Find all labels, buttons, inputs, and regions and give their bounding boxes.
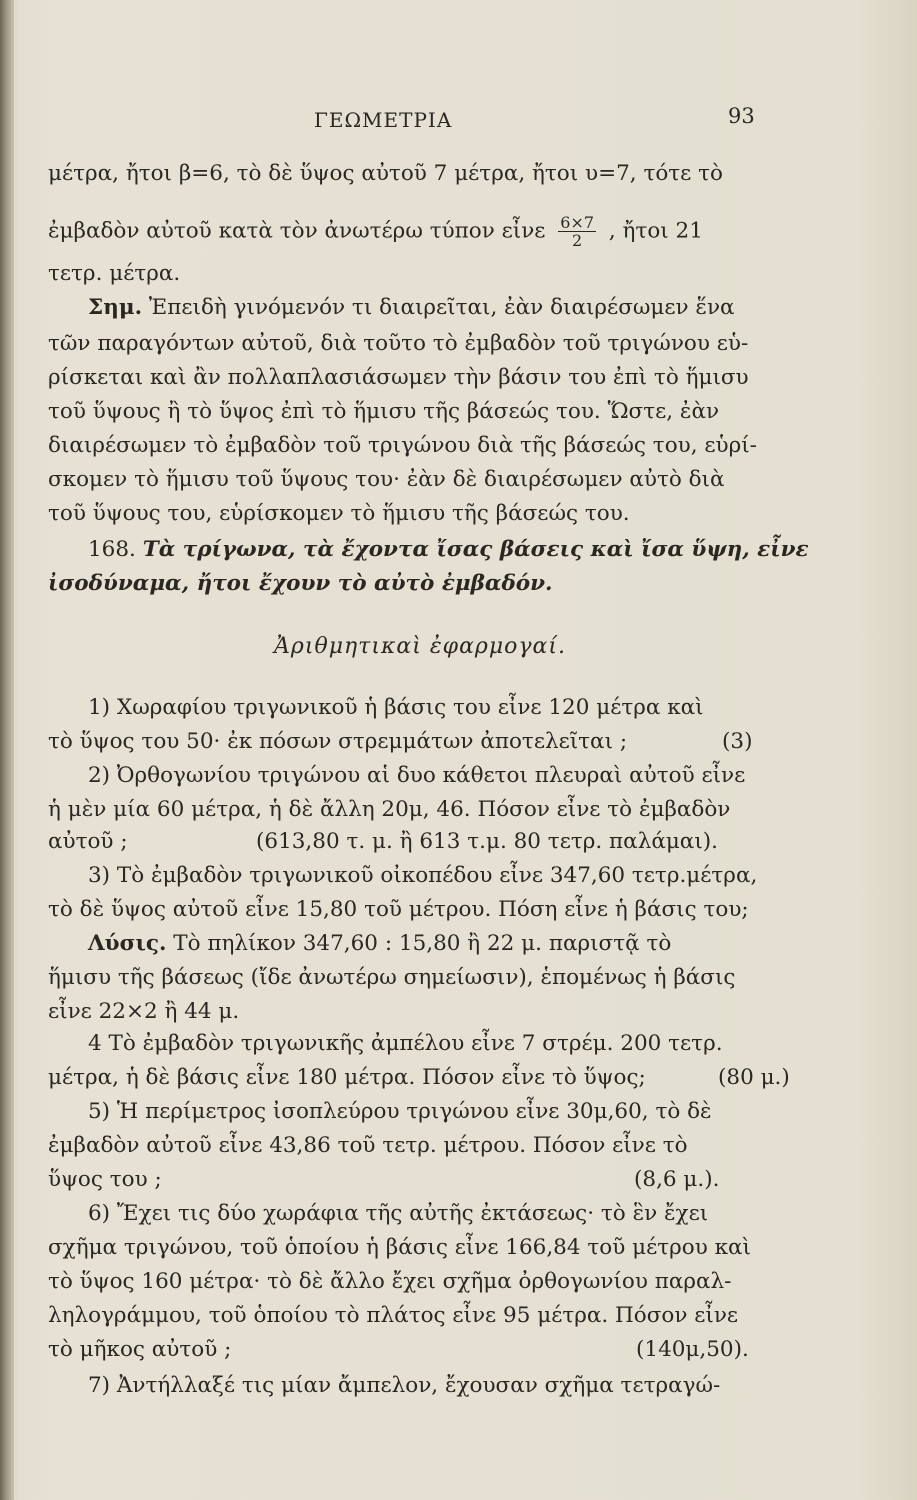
note-paragraph-start [88,294,735,322]
text-line: τετρ. μέτρα. [48,261,181,286]
exercise-answer: (3) [722,729,753,754]
page-binding-shadow [0,0,14,1500]
exercise-answer: (613,80 τ. μ. ἢ 613 τ.μ. 80 τετρ. παλάμαι). [256,829,718,854]
exercise-7: 7) Ἀντήλλαξέ τις μίαν ἄμπελον, ἔχουσαν σχῆμα τετραγώ- [88,1373,721,1398]
text-line: σκομεν τὸ ἥμισυ τοῦ ὕψους του· ἐὰν δὲ διαιρέσωμεν αὐτὸ διὰ [48,467,725,492]
fraction-denominator: 2 [572,231,583,250]
exercise-6: 6) Ἔχει τις δύο χωράφια τῆς αὐτῆς ἐκτάσεως· τὸ ἓν ἔχει [88,1201,709,1226]
area-fraction [558,214,596,249]
text-line: ἥμισυ τῆς βάσεως (ἴδε ἀνωτέρω σημείωσιν), ἑπομένως ἡ βάσις [48,965,736,990]
exercise-3: 3) Τὸ ἐμβαδὸν τριγωνικοῦ οἰκοπέδου εἶνε 347,60 τετρ.μέτρα, [88,863,758,888]
exercise-answer: (140μ,50). [636,1337,749,1362]
theorem-text: Τὰ τρίγωνα, τὰ ἔχοντα ἴσας βάσεις καὶ ἴσα ὕψη, εἶνε [142,537,809,562]
text-line: ἐμβαδὸν αὐτοῦ εἶνε 43,86 τοῦ τετρ. μέτρου. Πόσον εἶνε τὸ [48,1133,688,1158]
exercise-4: 4 Τὸ ἐμβαδὸν τριγωνικῆς ἀμπέλου εἶνε 7 στρέμ. 200 τετρ. [88,1031,723,1056]
exercise-5: 5) Ἡ περίμετρος ἰσοπλεύρου τριγώνου εἶνε 30μ,60, τὸ δὲ [88,1099,712,1124]
text-line: Ἐπειδὴ γινόμενόν τι διαιρεῖται, ἐὰν διαιρέσωμεν ἕνα [148,295,735,320]
text-line: μέτρα, ἤτοι β=6, τὸ δὲ ὕψος αὐτοῦ 7 μέτρα, ἤτοι υ=7, τότε τὸ [48,161,723,186]
text-line: ἡ μὲν μία 60 μέτρα, ἡ δὲ ἄλλη 20μ, 46. Πόσον εἶνε τὸ ἐμβαδὸν [48,797,731,822]
exercise-answer: (80 μ.) [718,1065,790,1090]
note-label: Σημ. [88,295,143,320]
text-line: Τὸ πηλίκον 347,60 : 15,80 ἢ 22 μ. παριστᾷ τὸ [173,931,672,956]
section-heading: Ἀριθμητικαὶ ἐφαρμογαί. [274,634,567,659]
text-line-formula [48,214,703,249]
text-line: τὸ δὲ ὕψος αὐτοῦ εἶνε 15,80 τοῦ μέτρου. Πόση εἶνε ἡ βάσις του; [48,897,749,922]
text-line: εἶνε 22×2 ἢ 44 μ. [48,999,240,1024]
exercise-2: 2) Ὀρθογωνίου τριγώνου αἱ δυο κάθετοι πλευραὶ αὐτοῦ εἶνε [88,763,746,788]
solution-line [88,930,671,958]
text-line: τὸ ὕψος του 50· ἐκ πόσων στρεμμάτων ἀποτελεῖται ; [48,729,628,754]
text-line: τὸ μῆκος αὐτοῦ ; [48,1337,232,1362]
exercise-1: 1) Χωραφίου τριγωνικοῦ ἡ βάσις του εἶνε 120 μέτρα καὶ [88,695,704,720]
text-line: ὕψος του ; [48,1167,162,1192]
text-line: τοῦ ὕψους του, εὑρίσκομεν τὸ ἥμισυ τῆς βάσεώς του. [48,501,630,526]
theorem-text: ἰσοδύναμα, ἤτοι ἔχουν τὸ αὐτὸ ἐμβαδόν. [48,571,553,596]
text-line: τῶν παραγόντων αὐτοῦ, διὰ τοῦτο τὸ ἐμβαδὸν τοῦ τριγώνου εὑ- [48,331,749,356]
running-title: ΓΕΩΜΕΤΡΙΑ [314,108,453,132]
text-line: ἐμβαδὸν αὐτοῦ κατὰ τὸν ἀνωτέρω τύπον εἶνε [48,218,546,244]
text-line: τὸ ὕψος 160 μέτρα· τὸ δὲ ἄλλο ἔχει σχῆμα ὀρθογωνίου παραλ- [48,1269,732,1294]
theorem-168 [88,536,809,564]
fraction-numerator: 6×7 [560,213,595,232]
text-line: μέτρα, ἡ δὲ βάσις εἶνε 180 μέτρα. Πόσον εἶνε τὸ ὕψος; [48,1065,646,1090]
exercise-answer: (8,6 μ.). [634,1167,720,1192]
text-line: ρίσκεται καὶ ἂν πολλαπλασιάσωμεν τὴν βάσιν του ἐπὶ τὸ ἥμισυ [48,365,749,390]
text-line: σχῆμα τριγώνου, τοῦ ὁποίου ἡ βάσις εἶνε 166,84 τοῦ μέτρου καὶ [48,1235,751,1260]
formula-tail: , ἤτοι 21 [608,218,703,244]
page-number: 93 [728,104,755,128]
page-header [0,104,917,138]
text-line: διαιρέσωμεν τὸ ἐμβαδὸν τοῦ τριγώνου διὰ τῆς βάσεώς του, εὑρί- [48,433,757,458]
text-line: ληλογράμμου, τοῦ ὁποίου τὸ πλάτος εἶνε 95 μέτρα. Πόσον εἶνε [48,1303,739,1328]
text-line: τοῦ ὕψους ἢ τὸ ὕψος ἐπὶ τὸ ἥμισυ τῆς βάσεώς του. Ὥστε, ἐὰν [48,399,720,424]
text-line: αὐτοῦ ; [48,829,128,854]
solution-label: Λύσις. [88,931,167,956]
theorem-number: 168. [88,537,136,562]
